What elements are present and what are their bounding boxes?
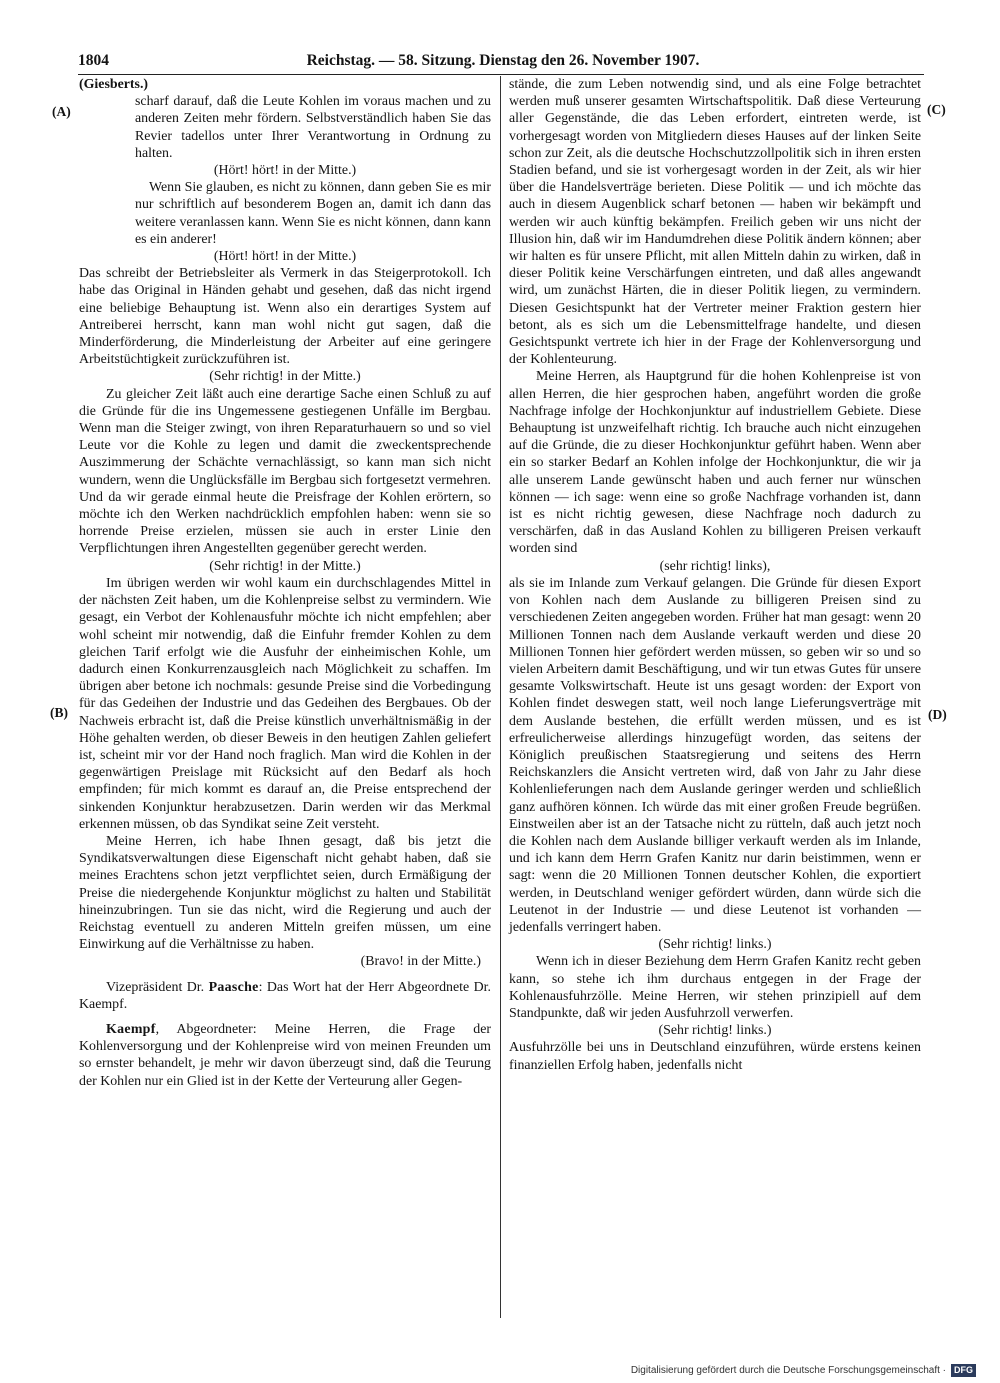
- speaker-prefix: Vizepräsident Dr.: [106, 979, 209, 995]
- paragraph: Wenn ich in dieser Beziehung dem Herrn Grafen Kanitz recht geben kann, so stehe ich ihm durchaus entgegen in der Frage der Kohlenausfuhrzölle. Meine Herren, wir stehen prinzipiell auf dem Standpunkte, daß wir jeden Ausfuhrzoll verwerfen.: [509, 954, 921, 1021]
- page-number: 1804: [78, 52, 109, 69]
- speaker-name: Paasche: [208, 979, 259, 995]
- paragraph: Meine Herren, als Hauptgrund für die hohen Kohlenpreise ist von allen Herren, die hier gesprochen haben, angeführt worden die große Nachfrage infolge der Hochkonjunktur auf industriellem Gebiete. Diese Behauptung ist unzweifelhaft richtig. Ich brauche auch nicht einzugehen auf die Gründe, die zu dieser Hochkonjunktur geführt haben. Wenn aber ein so starker Bedarf an Kohlen infolge der Hochkonjunktur, die wir ja alle unserem Lande gewünscht haben und auch ferner nur wünschen können — ich sage: wenn eine so große Nachfrage vorhanden ist, dann ist es nicht richtig gewesen, diese Nachfrage noch dadurch zu verschärfen, daß in das Ausland Kohlen zu billigeren Preisen verkauft worden sind: [509, 369, 921, 557]
- margin-marker-c: (C): [927, 102, 946, 117]
- interjection: (Sehr richtig! in der Mitte.): [209, 558, 361, 574]
- speaker-tag: (Giesberts.): [79, 77, 149, 92]
- speaker-name: Kaempf: [106, 1021, 156, 1037]
- digitization-credit: [560, 1364, 976, 1380]
- paragraph: Ausfuhrzölle bei uns in Deutschland einzuführen, würde erstens keinen finanziellen Erfolg haben, jedenfalls nicht: [509, 1040, 921, 1073]
- interjection: (Sehr richtig! in der Mitte.): [209, 369, 361, 385]
- margin-marker-b: (B): [50, 705, 68, 720]
- margin-marker-a: (A): [52, 104, 71, 119]
- credit-text: Digitalisierung gefördert durch die Deutsche Forschungsgemeinschaft ·: [630, 1365, 946, 1377]
- speaker-announcement: [79, 979, 491, 1013]
- speech-text: , Abgeordneter: Meine Herren, die Frage der Kohlenversorgung und der Kohlenpreise wird von meinen Freunden um so ernster behandelt, je mehr wir davon überzeugt sind, daß die Teurung der Kohlen nur ein Glied ist in der Kette der Verteurung aller Gegen-: [79, 1021, 491, 1089]
- quote-paragraph: Wenn Sie glauben, es nicht zu können, dann geben Sie es mir nur schriftlich auf besonderem Bogen an, damit ich dann das weitere veranlassen kann. Wenn Sie es nicht können, dann kann es ein anderer!: [135, 180, 491, 247]
- paragraph: Zu gleicher Zeit läßt auch eine derartige Sache einen Schluß zu auf die Gründe für die ins Ungemessene gestiegenen Unfälle im Bergbau. Wenn man die Steiger zwingt, von ihren Reparaturhauern so und so viel Leute vor die Kohle zu legen und damit die zweckentsprechende Auszimmerung der Schächte vernachlässigt, so kann man sich nicht wundern, wenn die Unglücksfälle im Bergbau sich fortgesetzt vermehren. Und da wir gerade einmal heute die Preisfrage der Kohlen erörtern, so möchte ich den Werken nachdrücklich empfohlen haben: wenn sie so horrende Preise erzielen, müssen sie auch in erster Linie den Verpflichtungen ihren Angestellten gegenüber gerecht werden.: [79, 386, 491, 557]
- paragraph: Meine Herren, ich habe Ihnen gesagt, daß bis jetzt die Syndikatsverwaltungen diese Eigenschaft nicht gehabt haben, daß sie meines Erachtens schon jetzt verpflichtet seien, durch Ermäßigung der Preise die niedergehende Konjunktur möglichst zu halten und Stabilität hineinzubringen. Tun sie das nicht, wird die Regierung und auch der Reichstag eventuell zu anderen Mitteln greifen müssen, um eine Einwirkung auf die Verhältnisse zu haben.: [79, 833, 491, 953]
- interjection: (Hört! hört! in der Mitte.): [213, 249, 357, 265]
- right-column: [509, 76, 921, 1074]
- paragraph: scharf darauf, daß die Leute Kohlen im voraus machen und zu anderen Zeiten mehr fördern. Selbstverständlich haben Sie das Revier tadellos unter Ihrer Verantwortung in Ordnung zu halten.: [135, 94, 491, 161]
- paragraph: Das schreibt der Betriebsleiter als Vermerk in das Steigerprotokoll. Ich habe das Original in Händen gehabt und gesehen, daß das nicht irgend eine beliebige Behauptung ist. Wenn also ein derartiges System auf Antreiberei herrscht, kann man wohl nicht gut sagen, daß die Minderförderung, die Minderleistung der Arbeiter auf eine geringere Arbeitstüchtigkeit zurückzuführen ist.: [79, 266, 491, 368]
- interjection: (Sehr richtig! links.): [658, 1023, 772, 1039]
- margin-marker-d: (D): [928, 707, 947, 722]
- header-rule: [78, 74, 924, 75]
- interjection: (Sehr richtig! links.): [658, 937, 772, 953]
- left-column: [79, 76, 491, 1090]
- interjection: (Hört! hört! in der Mitte.): [213, 163, 357, 179]
- speaker-text: : Das Wort hat der Herr Abgeordnete Dr. Kaempf.: [79, 979, 491, 1012]
- page-header: [78, 52, 928, 74]
- paragraph: Im übrigen werden wir wohl kaum ein durchschlagendes Mittel in der nächsten Zeit haben, um die Kohlenpreise selbst zu vermindern. Wie gesagt, ein Verbot der Kohlenausfuhr möchte ich nicht empfehlen; aber wohl scheint mir notwendig, daß die Einfuhr fremder Kohlen zu dem gleichen Tarif erfolgt wie die Ausfuhr der einheimischen Kohle, um dadurch einen Konkurrenzausgleich nach Möglichkeit zu schaffen. Im übrigen aber betone ich nochmals: gesunde Preise sind die Vorbedingung für das Gedeihen der Industrie und das Gedeihen des Bergbaues. Ob der Nachweis erbracht ist, daß die Preise künstlich unverhältnismäßig in der Höhe gehalten werden, ob dieser Beweis in den heutigen Zahlen geliefert ist, scheint mir vor der Hand noch fraglich. Man wird die Kohlen in der gegenwärtigen Preislage mit Rücksicht auf den Bedarf als hoch empfinden; für mich kommt es darauf an, die Preise entsprechend der sinkenden Konjunktur herabzusetzen. Darin werden wir das Merkmal erkennen müssen, ob das Syndikat seine Zeit versteht.: [79, 575, 491, 832]
- paragraph: stände, die zum Leben notwendig sind, und als eine Folge betrachtet werden muß unserer gesamten Wirtschaftspolitik. Daß diese Verteurung aller Gegenstände, die das Leben erfordert, eintreten werde, ist vorhergesagt worden von Mitgliedern dieses Hauses auf der linken Seite schon zur Zeit, als die deutsche Hochschutzzollpolitik sich in ihren ersten Stadien befand, und sie ist vorhergesagt worden in der Zeit, als wir hier über die Handelsverträge berieten. Diese Politik — und ich möchte das auch in diesem Augenblick scharf betonen — haben wir bekämpft und werden wir auch künftig bekämpfen. Freilich geben wir uns nicht der Illusion hin, daß wir im Handumdrehen diese Politik ändern können; aber wir halten es für unsere Pflicht, mit allen Mitteln dahin zu wirken, daß in dieser Politik keine Verschärfungen eintreten, und daß alles angewandt wird, um zunächst Härten, die in dieser Politik liegen, zu vermindern. Diesen Gesichtspunkt hat der Vertreter meiner Fraktion gestern hier betont, als es sich um die Lebensmittelfrage handelte, und diesen Gesichtspunkt vertrete ich hier in der Frage der Kohlenversorgung und der Kohlenteurung.: [509, 77, 921, 368]
- running-title: Reichstag. — 58. Sitzung. Dienstag den 26. November 1907.: [306, 52, 700, 69]
- dfg-logo: DFG: [951, 1364, 976, 1377]
- column-divider: [500, 76, 501, 1318]
- interjection: (Bravo! in der Mitte.): [360, 954, 481, 970]
- speech-opening: [79, 1021, 491, 1090]
- paragraph: als sie im Inlande zum Verkauf gelangen. Die Gründe für diesen Export von Kohlen nach dem Auslande zu billigeren Preisen sind zu verschiedenen Zeiten angegeben worden. Früher hat man gesagt: wenn 20 Millionen Tonnen nach dem Auslande verkauft werden und diese 20 Millionen Tonnen hier gefördert werden müssen, so geben wir so und so vielen Arbeitern damit Beschäftigung, und wir tun etwas Gutes für unsere gesamte Volkswirtschaft. Heute ist uns gesagt worden: der Export von Kohlen findet deswegen statt, weil noch lange Lieferungsverträge mit dem Auslande bestehen, die erfüllt werden müssen, und es ist erfreulicherweise allerdings hinzugefügt worden, das seitens der Königlich preußischen Staatsregierung und seitens des Herrn Reichskanzlers die Ansicht vertreten wird, daß von Jahr zu Jahr diese Kohlenlieferungen nach dem Auslande geringer werden und schließlich ganz aufhören können. Ich würde das mit einer großen Freude begrüßen. Einstweilen aber ist an der Tatsache nicht zu rütteln, daß auch jetzt noch die Kohlen nach dem Auslande billiger verkauft werden als im Inlande, und ich kann dem Herrn Grafen Kanitz nur darin beistimmen, wenn er sagt: wenn die 20 Millionen Tonnen deutscher Kohlen, die exportiert werden, in Deutschland weniger gefördert würden, dann würde sich die Leutenot in der Industrie — und diese Leutenot ist vorhanden — jedenfalls verringert haben.: [509, 575, 921, 935]
- interjection: (sehr richtig! links),: [659, 558, 771, 574]
